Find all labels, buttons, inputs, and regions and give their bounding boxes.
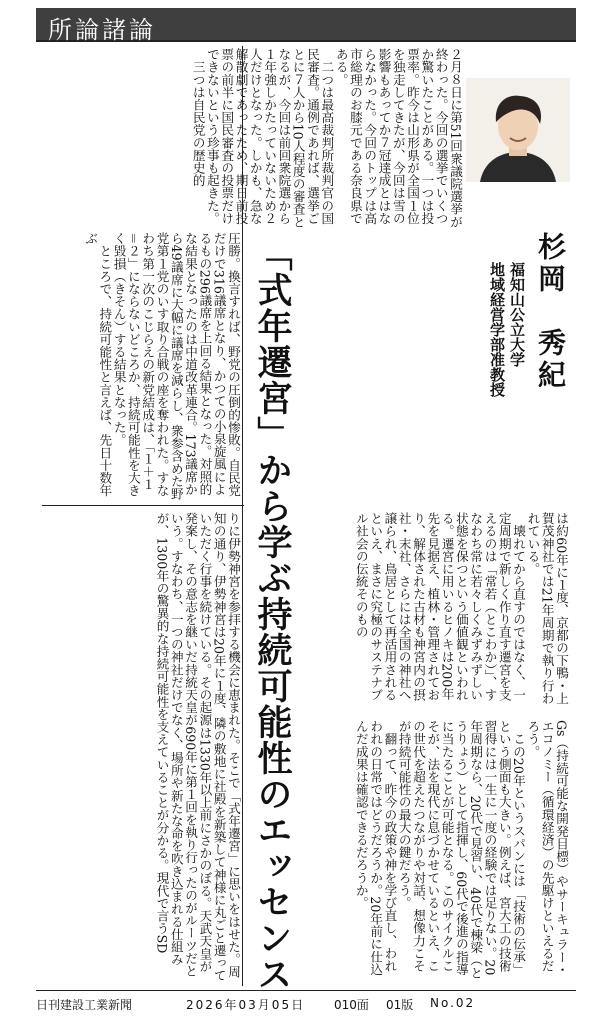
footer-edition: 01版 <box>386 998 414 1012</box>
author-affiliation-department: 地域経営学部准教授 <box>488 262 506 397</box>
divider-bottom <box>36 990 576 991</box>
divider-upper <box>42 505 244 506</box>
author-portrait-image <box>466 78 570 182</box>
author-affiliation-university: 福知山公立大学 <box>508 262 526 367</box>
footer-paper-name: 日刊建設工業新聞 <box>36 998 133 1012</box>
author-name: 杉岡 秀紀 <box>534 232 567 392</box>
footer-page: 010面 <box>334 998 369 1012</box>
footer-date: 2026年03月05日 <box>186 998 306 1012</box>
article-column-1: ２月８日に第51回衆議院選挙が終わった。今回の選挙でいくつか驚いたことがある。一つは投票率。昨今は山形県が全国１位を独走してきたが、今回は雪の影響もあってか７冠達成とはならなかった。今回のトップは高市総理のお膝元である奈良県である。 二つは最高裁判所裁判官の国民審査。通例であれば、選挙ごとに７人から10人程度の審査となるが、今回は前回衆院選から１年強しかたっていないため２人だけとなった。しかも、急な解散劇であったため、期日前投票の前半に国民審査の投票だけできないという珍事も起きた。 三つは自民党の歴史的 <box>190 48 463 228</box>
article-column-3: りに伊勢神宮を参拝する機会に恵まれた。そこで「式年遷宮」に思いをはせた。周知の通り、伊勢神宮は20年に１度、隣の敷地に社殿を新築して神様に丸ごと遷っていただく行事を続けている。その起源は1330年以上前にさかのぼる。天武天皇が発案し、その意志を継いだ持統天皇が690年に第１回を執り行ったのがルーツだという。すなわち、一つの神社だけでなく、場所や新たな命を吹き込まれる仕組みが、1300年の驚異的な持続可能性を支えていることが分かる。現代で言うSD <box>154 512 241 982</box>
article-column-4: は約60年に１度、京都の下鴨・上賀茂神社では21年周期で執り行われている。 壊れてから直すのではなく、一定周期で新しく作り直す遷宮を支えるのは「常若（とこわか）」、すなわち常に若々しくみずみずしい状態を保つという価値観といわれる。遷宮に用いるヒノキは200年先を見据え、植林・管理されており、解体された古材も神宮内の摂社・末社、さらには全国の神社へ譲られ、鳥居として再活用されるといえ、まさに究極のサステナブル社会の伝統そのもの <box>353 512 569 705</box>
section-title: 所論諸論 <box>48 16 156 44</box>
article-column-5: Gs（持続可能な開発目標）やサーキュラー・エコノミー（循環経済）の先駆けといえるだろう。 この20年というスパンには「技術の伝承」という側面も大きい。例えば、宮大工の技術習得には一生に一度の経験では足りない。20年周期なら、20代で見習い、40代で棟梁（とうりょう）として指揮し、60代で後進の指導に当たることが可能となる。このサイクルこそが、法を現代に息づかせているといえ、この世代を超えたつながりや対話、想像力こそが持続可能性の最大の鍵だろう。 翻って、昨今の政策や神を学び直し、われわれの日常ではどうだろうか。20年前に仕込んだ成果は確認できるだろうか。 <box>353 720 569 979</box>
footer-number: No.02 <box>430 996 476 1010</box>
article-column-2: 圧勝。換言すれば、野党の圧倒的惨敗。自民党だけで316議席となり、かつての小泉旋風によるもの296議席を上回る結果となった。対照的な結果となったのは中道改革連合。173議席から49議席に大幅に議席を減らし、衆参含めた野党第１党のいす取り合戦の座を奪われた。すなわち第一次のこじらえの新党結成は、「１＋１＝２」にならないどころか、持続可能性を大きく毀損（きそん）する結果となった。 ところで、持続可能性と言えば、先日十数年ぶ <box>83 232 241 501</box>
section-header <box>36 8 576 42</box>
author-photo <box>466 78 570 182</box>
article-headline: 「式年遷宮」から学ぶ持続可能性のエッセンス <box>252 236 292 992</box>
